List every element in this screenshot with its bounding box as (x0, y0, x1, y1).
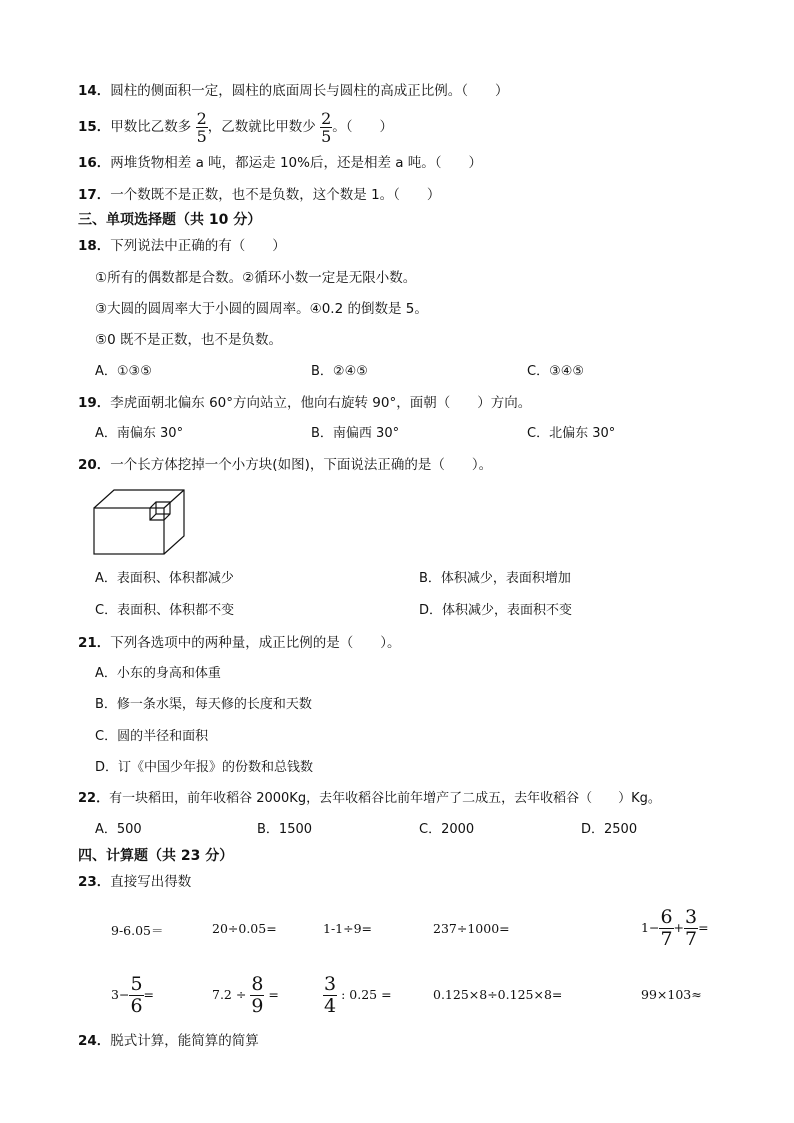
cuboid-front-face (94, 508, 164, 554)
cuboid-figure (92, 488, 192, 558)
numerator: 3 (685, 906, 698, 928)
option-d[interactable]: D．体积减少，表面积不变 (419, 603, 573, 618)
fraction (320, 110, 332, 145)
question-number: 19． (78, 395, 111, 411)
question-15 (78, 108, 393, 146)
option-c[interactable]: C．圆的半径和面积 (95, 729, 209, 744)
fraction (323, 974, 337, 1017)
question-text: 脱式计算，能简算的简算 (110, 1033, 259, 1049)
question-text: 直接写出得数 (110, 874, 192, 890)
question-text: 李虎面朝北偏东 60°方向站立，他向右旋转 90°，面朝（ ）方向。 (110, 395, 532, 411)
denominator: 9 (251, 995, 264, 1017)
option-c[interactable]: C．③④⑤ (527, 364, 585, 379)
section-heading-3: 三、单项选择题（共 10 分） (78, 212, 262, 228)
cuboid-back-edges (94, 490, 184, 554)
fraction (129, 974, 143, 1017)
option-d[interactable]: D．订《中国少年报》的份数和总钱数 (95, 760, 314, 775)
option-a[interactable]: A．小东的身高和体重 (95, 666, 221, 681)
question-18 (78, 236, 286, 256)
question-14 (78, 81, 509, 101)
question-19 (78, 393, 531, 413)
option-a[interactable]: A．①③⑤ (95, 364, 152, 379)
question-16 (78, 153, 482, 173)
option-a[interactable]: A．500 (95, 822, 142, 837)
calc-text: + (673, 920, 685, 935)
numerator: 8 (251, 973, 264, 995)
calc-item: 9-6.05＝ (111, 923, 164, 938)
numerator: 3 (324, 973, 337, 995)
calc-item (641, 905, 709, 951)
statement-line-2: ③大圆的圆周率大于小圆的圆周率。④0.2 的倒数是 5。 (95, 301, 428, 317)
question-text: 有一块稻田，前年收稻谷 2000Kg，去年收稻谷比前年增产了二成五，去年收稻谷（ ）Kg。 (109, 791, 661, 806)
question-text: 甲数比乙数多 (110, 119, 192, 135)
option-b[interactable]: B．②④⑤ (311, 364, 368, 379)
cutout-edge (150, 514, 156, 520)
option-b[interactable]: B．1500 (257, 822, 313, 837)
calc-text: : 0.25 = (341, 987, 392, 1002)
question-17 (78, 185, 440, 205)
option-b[interactable]: B．修一条水渠，每天修的长度和天数 (95, 697, 312, 712)
fraction (684, 907, 698, 950)
calc-item (111, 972, 154, 1018)
question-number: 20． (78, 457, 111, 473)
statement-line-3: ⑤0 既不是正数，也不是负数。 (95, 332, 282, 348)
denominator: 7 (660, 928, 673, 950)
question-number: 24． (78, 1033, 111, 1049)
calc-text: 1− (641, 920, 660, 935)
question-24 (78, 1031, 259, 1051)
question-text: 两堆货物相差 a 吨，都运走 10%后，还是相差 a 吨。（ ） (110, 155, 483, 171)
numerator: 6 (660, 906, 673, 928)
question-text: 。（ ） (332, 119, 394, 135)
option-a[interactable]: A．表面积、体积都减少 (95, 571, 234, 586)
denominator: 4 (324, 995, 337, 1017)
numerator: 2 (196, 108, 207, 128)
option-c[interactable]: C．2000 (419, 822, 475, 837)
question-number: 22． (78, 791, 110, 806)
denominator: 5 (321, 126, 332, 146)
calc-text: = (698, 920, 709, 935)
option-b[interactable]: B．南偏西 30° (311, 426, 400, 441)
denominator: 6 (130, 995, 143, 1017)
question-20 (78, 455, 492, 475)
option-c[interactable]: C．北偏东 30° (527, 426, 616, 441)
calc-item (323, 972, 392, 1018)
denominator: 5 (196, 126, 207, 146)
question-number: 14． (78, 83, 111, 99)
calc-text: = (268, 987, 279, 1002)
section-heading-4: 四、计算题（共 23 分） (78, 848, 234, 864)
question-text: 一个长方体挖掉一个小方块(如图)，下面说法正确的是（ ）。 (110, 457, 493, 473)
statement-line-1: ①所有的偶数都是合数。②循环小数一定是无限小数。 (95, 270, 417, 286)
option-b[interactable]: B．体积减少，表面积增加 (419, 571, 571, 586)
question-text: 一个数既不是正数，也不是负数，这个数是 1。（ ） (110, 187, 441, 203)
calc-item: 0.125×8÷0.125×8= (433, 987, 563, 1002)
question-number: 17． (78, 187, 111, 203)
option-d[interactable]: D．2500 (581, 822, 638, 837)
calc-text: 3− (111, 987, 130, 1002)
question-number: 21． (78, 635, 111, 651)
calc-item: 1-1÷9= (323, 921, 373, 936)
question-number: 15． (78, 119, 111, 135)
question-text: ，乙数就比甲数少 (207, 119, 316, 135)
numerator: 2 (321, 108, 332, 128)
cuboid-edge (164, 490, 184, 508)
question-number: 18． (78, 238, 111, 254)
option-c[interactable]: C．表面积、体积都不变 (95, 603, 235, 618)
fraction (196, 110, 208, 145)
calc-item: 20÷0.05= (212, 921, 277, 936)
question-21 (78, 633, 401, 653)
question-23 (78, 872, 191, 892)
question-text: 圆柱的侧面积一定，圆柱的底面周长与圆柱的高成正比例。（ ） (110, 83, 509, 99)
calc-text: = (143, 987, 155, 1002)
fraction (659, 907, 673, 950)
denominator: 7 (685, 928, 698, 950)
calc-text: 7.2 ÷ (212, 987, 247, 1002)
question-number: 16． (78, 155, 111, 171)
numerator: 5 (130, 973, 143, 995)
question-text: 下列说法中正确的有（ ） (110, 238, 286, 254)
question-number: 23． (78, 874, 111, 890)
question-22 (78, 789, 661, 809)
calc-item: 237÷1000= (433, 921, 510, 936)
question-text: 下列各选项中的两种量，成正比例的是（ ）。 (110, 635, 401, 651)
fraction (250, 974, 264, 1017)
calc-item (212, 972, 279, 1018)
calc-item: 99×103≈ (641, 987, 702, 1002)
option-a[interactable]: A．南偏东 30° (95, 426, 184, 441)
